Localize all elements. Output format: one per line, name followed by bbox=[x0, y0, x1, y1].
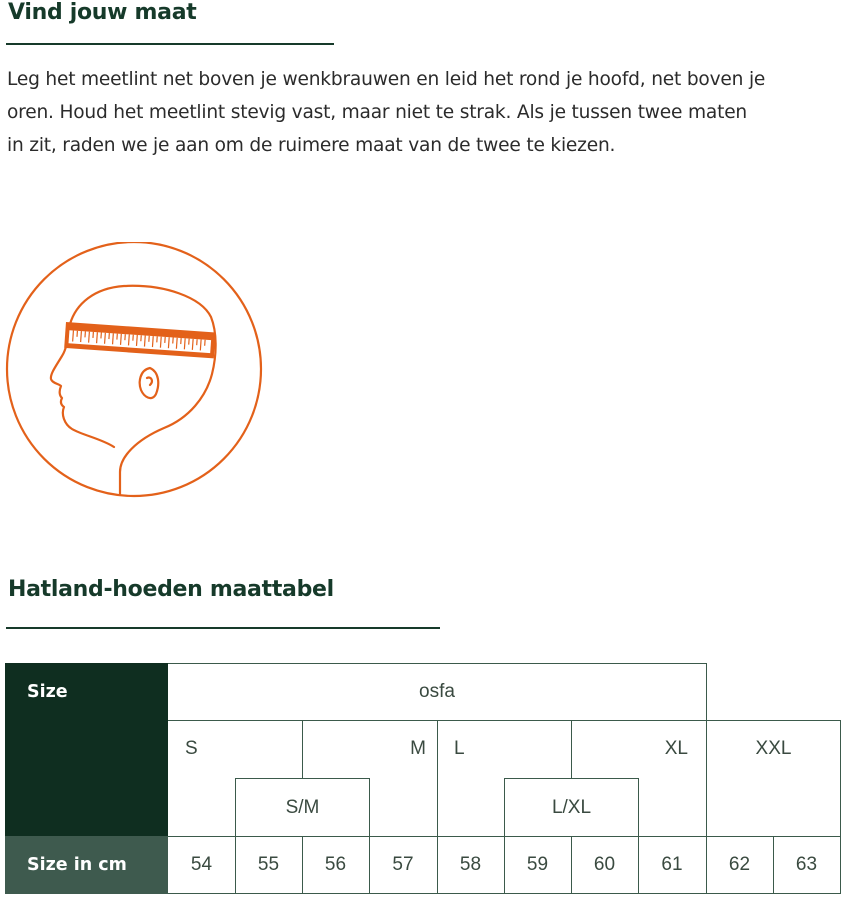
cm-value: 60 bbox=[593, 854, 616, 875]
grid-line bbox=[571, 720, 572, 778]
cm-value: 62 bbox=[728, 854, 751, 875]
cm-value: 63 bbox=[795, 854, 818, 875]
size-sm: S/M bbox=[285, 796, 320, 818]
grid-line bbox=[302, 720, 303, 778]
row-label-cm: Size in cm bbox=[5, 836, 168, 894]
table-title: Hatland-hoeden maattabel bbox=[8, 577, 334, 602]
title-underline bbox=[6, 43, 334, 45]
row-label-size: Size bbox=[5, 663, 168, 836]
cm-value: 55 bbox=[257, 854, 280, 875]
head-measuring-tape-icon bbox=[4, 242, 266, 498]
grid-line bbox=[840, 720, 841, 894]
size-osfa: osfa bbox=[419, 681, 455, 702]
size-m: M bbox=[410, 737, 426, 759]
size-xl: XL bbox=[664, 737, 688, 759]
table-title-underline bbox=[6, 627, 440, 629]
size-xxl: XXL bbox=[755, 737, 792, 759]
cm-value: 57 bbox=[392, 854, 414, 875]
cm-value: 56 bbox=[324, 854, 347, 875]
size-s: S bbox=[185, 737, 198, 759]
size-lxl: L/XL bbox=[551, 796, 592, 818]
intro-text: Leg het meetlint net boven je wenkbrauwen en leid het rond je hoofd, net boven je oren. Houd het meetlint stevig vast, maar niet te strak. Als je tussen twee maten in zit, raden we je aan om de ruimere maat van de twee te kiezen. bbox=[7, 69, 766, 156]
section-title: Vind jouw maat bbox=[8, 0, 197, 25]
cm-value: 59 bbox=[526, 854, 549, 875]
cm-value: 54 bbox=[190, 854, 213, 875]
cm-value: 58 bbox=[459, 854, 482, 875]
cm-value: 61 bbox=[661, 854, 683, 875]
size-l: L bbox=[454, 737, 465, 759]
